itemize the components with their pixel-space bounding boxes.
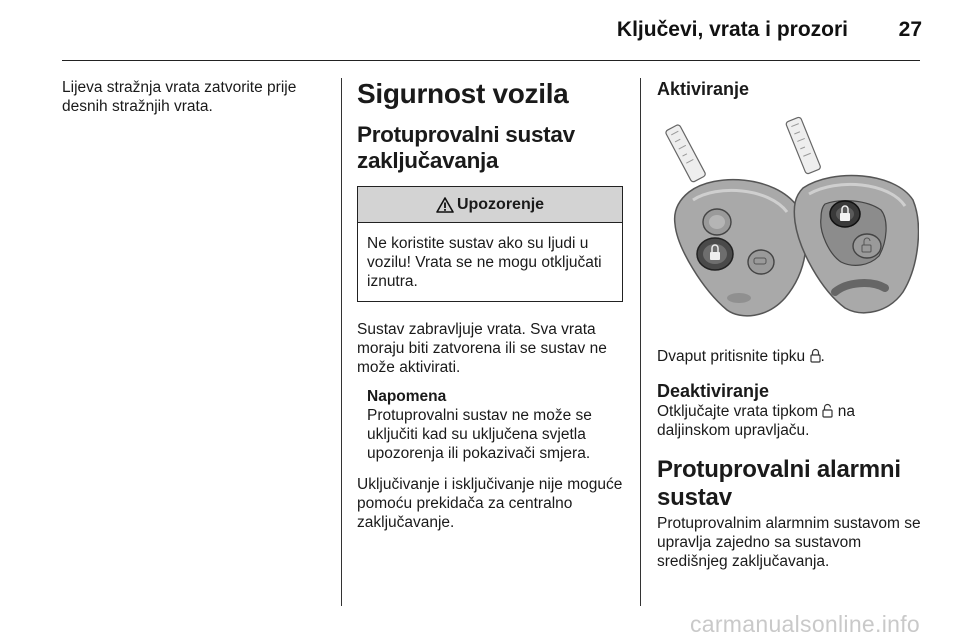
padlock-open-icon: [822, 403, 833, 418]
activate-text-end: .: [820, 348, 825, 365]
warning-box: [357, 186, 623, 302]
system-paragraph: Sustav zabravljuje vrata. Sva vrata moraju biti zatvorena ili se sustav ne može aktivirati.: [357, 321, 607, 376]
note-title: Napomena: [367, 388, 447, 405]
page-number: 27: [898, 18, 922, 41]
note-text: Protuprovalni sustav ne može se uključiti kad su uključena svjetla upozorenja ili pokazivači smjera.: [367, 407, 592, 462]
activate-heading: Aktiviranje: [657, 79, 750, 99]
activate-instruction: [657, 347, 922, 366]
column-middle: [357, 78, 623, 532]
header-title: Ključevi, vrata i prozori: [616, 18, 848, 41]
padlock-closed-icon: [810, 348, 821, 363]
subsection-heading: Protuprovalni sustav zaključavanja: [357, 122, 575, 173]
warning-title: Upozorenje: [456, 195, 545, 213]
alarm-heading: Protuprovalni alarmni sustav: [657, 456, 901, 511]
column-right: [657, 78, 922, 571]
watermark: carmanualsonline.info: [689, 611, 920, 637]
deactivate-text: Otključajte vrata tipkom: [657, 403, 819, 420]
deactivate-heading: Deaktiviranje: [657, 381, 770, 401]
rear-doors-paragraph: Lijeva stražnja vrata zatvorite prije desnih stražnjih vrata.: [62, 79, 297, 115]
activate-text: Dvaput pritisnite tipku: [657, 348, 806, 365]
note-block: [357, 387, 623, 463]
header-divider: [62, 60, 920, 61]
column-divider-right: [640, 78, 641, 606]
section-heading: Sigurnost vozila: [357, 78, 569, 109]
page-header: [0, 0, 960, 62]
alarm-paragraph: Protuprovalnim alarmnim sustavom se upravlja zajedno sa sustavom središnjeg zaključavanja.: [657, 515, 921, 570]
warning-triangle-icon: [436, 197, 454, 213]
switch-paragraph: Uključivanje i isključivanje nije moguće pomoću prekidača za centralno zaključavanje.: [357, 476, 623, 531]
column-left: [62, 78, 327, 116]
warning-header: [358, 187, 622, 223]
deactivate-text-end: na daljinskom upravljaču.: [657, 403, 855, 439]
column-divider-left: [341, 78, 342, 606]
keyfob-illustration: [657, 114, 919, 326]
deactivate-instruction: [657, 402, 922, 440]
warning-text: Ne koristite sustav ako su ljudi u vozilu! Vrata se ne mogu otključati iznutra.: [367, 235, 602, 290]
